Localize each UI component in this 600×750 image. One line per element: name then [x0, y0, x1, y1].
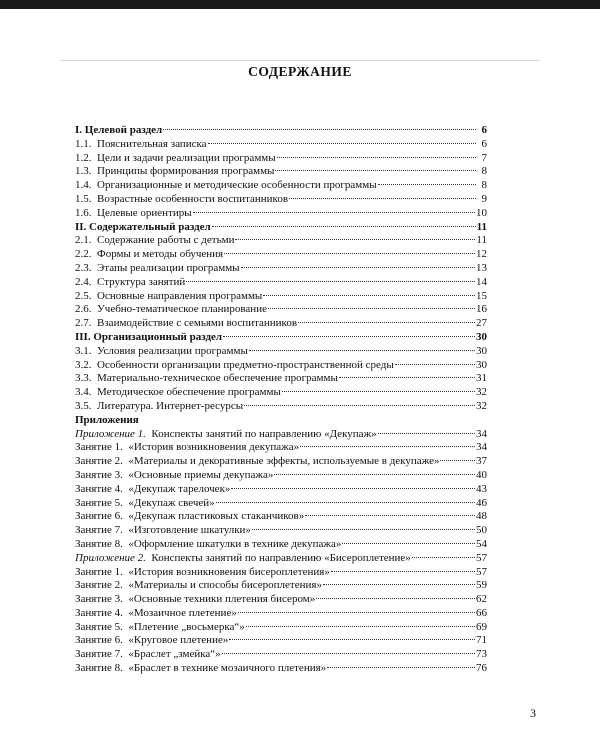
toc-page-number: 6 — [481, 137, 487, 150]
toc-leader-dots — [378, 433, 475, 434]
toc-entry-label: 1.2. Цели и задачи реализации программы — [75, 151, 276, 164]
toc-page-number: 32 — [476, 399, 487, 412]
toc-appendix-title: Конспекты занятий по направлению «Бисероплетение» — [145, 551, 411, 564]
toc-entry-label: Приложения — [75, 413, 139, 426]
toc-leader-dots — [229, 639, 475, 640]
toc-entry-label: 1.4. Организационные и методические особенности программы — [75, 179, 377, 192]
toc-leader-dots — [231, 488, 475, 489]
toc-page-number: 15 — [476, 289, 487, 302]
toc-leader-dots — [298, 322, 475, 323]
toc-leader-dots — [238, 612, 475, 613]
toc-entry-label — [75, 428, 377, 442]
toc-page-number: 40 — [476, 468, 487, 481]
toc-page-number: 54 — [476, 537, 487, 550]
toc-page-number: 37 — [476, 455, 487, 468]
toc-entry-label: Занятие 7. «Браслет „змейка“» — [75, 648, 221, 661]
toc-page-number: 34 — [476, 427, 487, 440]
toc-page-number: 30 — [476, 358, 487, 371]
toc-item-row[interactable] — [75, 372, 487, 386]
toc-item-row[interactable] — [75, 179, 487, 193]
toc-entry-label: 2.2. Формы и методы обучения — [75, 248, 224, 261]
toc-item-row[interactable] — [75, 538, 487, 552]
toc-item-row[interactable] — [75, 469, 487, 483]
toc-entry-label: 2.6. Учебно-тематическое планирование — [75, 303, 267, 316]
toc-leader-dots — [246, 626, 475, 627]
toc-leader-dots — [212, 226, 476, 227]
toc-leader-dots — [331, 571, 475, 572]
toc-leader-dots — [305, 515, 475, 516]
toc-page-number: 8 — [481, 179, 487, 192]
toc-entry-label: Занятие 8. «Браслет в технике мозаичного плетения» — [75, 662, 327, 675]
toc-leader-dots — [282, 391, 475, 392]
toc-entry-label: Занятие 2. «Материалы и способы бисероплетения» — [75, 579, 322, 592]
toc-leader-dots — [193, 212, 475, 213]
toc-leader-dots — [300, 446, 475, 447]
page-title: СОДЕРЖАНИЕ — [248, 64, 352, 79]
toc-item-row[interactable] — [75, 579, 487, 593]
toc-entry-label: 2.1. Содержание работы с детьми — [75, 234, 235, 247]
toc-entry-label: Занятие 1. «История возникновения бисероплетения» — [75, 565, 330, 578]
toc-item-row[interactable] — [75, 359, 487, 373]
toc-leader-dots — [395, 364, 475, 365]
toc-entry-label — [75, 552, 411, 566]
toc-entry-label: Занятие 2. «Материалы и декоративные эффекты, используемые в декупаже» — [75, 455, 440, 468]
toc-item-row[interactable] — [75, 621, 487, 635]
toc-entry-label: 2.5. Основные направления программы — [75, 289, 263, 302]
toc-leader-dots — [208, 143, 476, 144]
toc-entry-label: 3.4. Методическое обеспечение программы — [75, 386, 281, 399]
page-number: 3 — [530, 706, 536, 720]
toc-entry-label: Занятие 7. «Изготовление шкатулки» — [75, 524, 251, 537]
toc-leader-dots — [327, 667, 475, 668]
toc-leader-dots — [275, 170, 476, 171]
toc-entry-label: Занятие 3. «Основные приемы декупажа» — [75, 468, 274, 481]
toc-leader-dots — [244, 405, 475, 406]
toc-leader-dots — [412, 557, 475, 558]
toc-appendix-prefix: Приложение 1. — [75, 427, 146, 440]
toc-entry-label: III. Организационный раздел — [75, 330, 223, 343]
toc-page-number: 9 — [481, 192, 487, 205]
toc-item-row[interactable] — [75, 234, 487, 248]
toc-item-row[interactable] — [75, 634, 487, 648]
toc-leader-dots — [277, 157, 476, 158]
toc-item-row[interactable] — [75, 483, 487, 497]
toc-item-row[interactable] — [75, 607, 487, 621]
toc-leader-dots — [235, 239, 475, 240]
toc-section-row[interactable] — [75, 124, 487, 138]
toc-leader-dots — [378, 184, 476, 185]
toc-item-row[interactable] — [75, 193, 487, 207]
toc-entry-label: I. Целевой раздел — [75, 124, 163, 136]
toc-page-number: 59 — [476, 579, 487, 592]
toc-leader-dots — [224, 253, 475, 254]
toc-page-number: 30 — [476, 344, 487, 357]
toc-page-number: 16 — [476, 303, 487, 316]
toc-leader-dots — [268, 308, 475, 309]
toc-item-row[interactable] — [75, 662, 487, 676]
toc-page-number: 62 — [476, 593, 487, 606]
toc-item-row[interactable] — [75, 524, 487, 538]
toc-page-number: 50 — [476, 524, 487, 537]
toc-page-number: 7 — [481, 151, 487, 164]
toc-page-number: 31 — [476, 372, 487, 385]
toc-entry-label: 3.3. Материально-техническое обеспечение программы — [75, 372, 338, 385]
toc-item-row[interactable] — [75, 510, 487, 524]
toc-entry-label: 2.4. Структура занятий — [75, 275, 186, 288]
toc-section-row[interactable] — [75, 331, 487, 345]
toc-page-number: 10 — [476, 206, 487, 219]
toc-entry-label: Занятие 6. «Декупаж пластиковых стаканчиков» — [75, 510, 305, 523]
toc-heading-row[interactable] — [75, 414, 487, 428]
toc-page-number: 32 — [476, 386, 487, 399]
toc-page-number: 73 — [476, 648, 487, 661]
toc-page-number: 69 — [476, 620, 487, 633]
top-border-bar — [0, 0, 600, 9]
toc-entry-label: 1.1. Пояснительная записка — [75, 137, 207, 150]
toc-entry-label: Занятие 6. «Круговое плетение» — [75, 634, 229, 647]
toc-page-number: 11 — [476, 220, 487, 233]
toc-entry-label: Занятие 4. «Мозаичное плетение» — [75, 606, 237, 619]
toc-item-row[interactable] — [75, 207, 487, 221]
toc-page-number: 46 — [476, 496, 487, 509]
toc-entry-label: 3.1. Условия реализации программы — [75, 344, 248, 357]
toc-leader-dots — [274, 474, 475, 475]
toc-page-number: 13 — [476, 261, 487, 274]
toc-item-row[interactable] — [75, 138, 487, 152]
toc-entry-label: 1.6. Целевые ориентиры — [75, 206, 192, 219]
toc-item-row[interactable] — [75, 593, 487, 607]
toc-item-row[interactable] — [75, 455, 487, 469]
toc-page-number: 8 — [481, 165, 487, 178]
toc-leader-dots — [163, 129, 476, 130]
toc-leader-dots — [316, 598, 475, 599]
toc-item-row[interactable] — [75, 386, 487, 400]
toc-leader-dots — [223, 336, 475, 337]
toc-page-number: 71 — [476, 634, 487, 647]
toc-entry-label: Занятие 4. «Декупаж тарелочек» — [75, 482, 231, 495]
toc-page-number: 11 — [476, 234, 487, 247]
toc-entry-label: 1.3. Принципы формирования программы — [75, 165, 275, 178]
toc-leader-dots — [186, 281, 475, 282]
toc-item-row[interactable] — [75, 317, 487, 331]
toc-item-row[interactable] — [75, 345, 487, 359]
toc-page-number: 66 — [476, 606, 487, 619]
toc-appendix-row[interactable] — [75, 428, 487, 442]
toc-entry-label: Занятие 3. «Основные техники плетения бисером» — [75, 593, 316, 606]
toc-page-number: 6 — [481, 124, 487, 136]
toc-leader-dots — [440, 460, 475, 461]
table-of-contents — [75, 124, 487, 676]
toc-leader-dots — [263, 295, 475, 296]
toc-item-row[interactable] — [75, 165, 487, 179]
toc-entry-label: 3.2. Особенности организации предметно-пространственной среды — [75, 358, 394, 371]
toc-page-number: 57 — [476, 565, 487, 578]
toc-entry-label: 1.5. Возрастные особенности воспитанников — [75, 192, 289, 205]
toc-leader-dots — [323, 584, 475, 585]
toc-item-row[interactable] — [75, 290, 487, 304]
toc-leader-dots — [249, 350, 475, 351]
toc-leader-dots — [289, 198, 476, 199]
toc-section-row[interactable] — [75, 221, 487, 235]
toc-item-row[interactable] — [75, 262, 487, 276]
toc-item-row[interactable] — [75, 441, 487, 455]
toc-entry-label: Занятие 8. «Оформление шкатулки в технике декупажа» — [75, 537, 342, 550]
toc-page-number: 34 — [476, 441, 487, 454]
toc-item-row[interactable] — [75, 648, 487, 662]
toc-page-number: 14 — [476, 275, 487, 288]
toc-leader-dots — [216, 502, 475, 503]
toc-item-row[interactable] — [75, 248, 487, 262]
toc-appendix-prefix: Приложение 2. — [75, 551, 146, 564]
header-rule — [60, 60, 540, 61]
toc-entry-label: II. Содержательный раздел — [75, 220, 211, 233]
toc-item-row[interactable] — [75, 152, 487, 166]
toc-page-number: 57 — [476, 551, 487, 564]
toc-leader-dots — [241, 267, 475, 268]
toc-leader-dots — [222, 653, 475, 654]
toc-page-number: 48 — [476, 510, 487, 523]
toc-entry-label: 2.3. Этапы реализации программы — [75, 261, 240, 274]
toc-page-number: 27 — [476, 317, 487, 330]
toc-page-number: 12 — [476, 248, 487, 261]
toc-entry-label: Занятие 5. «Декупаж свечей» — [75, 496, 215, 509]
toc-item-row[interactable] — [75, 400, 487, 414]
toc-leader-dots — [342, 543, 475, 544]
toc-appendix-row[interactable] — [75, 552, 487, 566]
toc-page-number: 43 — [476, 482, 487, 495]
toc-entry-label: Занятие 5. «Плетение „восьмерка“» — [75, 620, 245, 633]
toc-page-number: 30 — [476, 330, 487, 343]
toc-item-row[interactable] — [75, 497, 487, 511]
toc-appendix-title: Конспекты занятий по направлению «Декупаж» — [145, 427, 377, 440]
toc-page-number: 76 — [476, 662, 487, 675]
toc-item-row[interactable] — [75, 303, 487, 317]
toc-leader-dots — [339, 377, 475, 378]
toc-entry-label: 3.5. Литература. Интернет-ресурсы — [75, 399, 244, 412]
toc-entry-label: Занятие 1. «История возникновения декупажа» — [75, 441, 300, 454]
toc-item-row[interactable] — [75, 276, 487, 290]
toc-entry-label: 2.7. Взаимодействие с семьями воспитанников — [75, 317, 298, 330]
toc-leader-dots — [252, 529, 475, 530]
toc-item-row[interactable] — [75, 566, 487, 580]
